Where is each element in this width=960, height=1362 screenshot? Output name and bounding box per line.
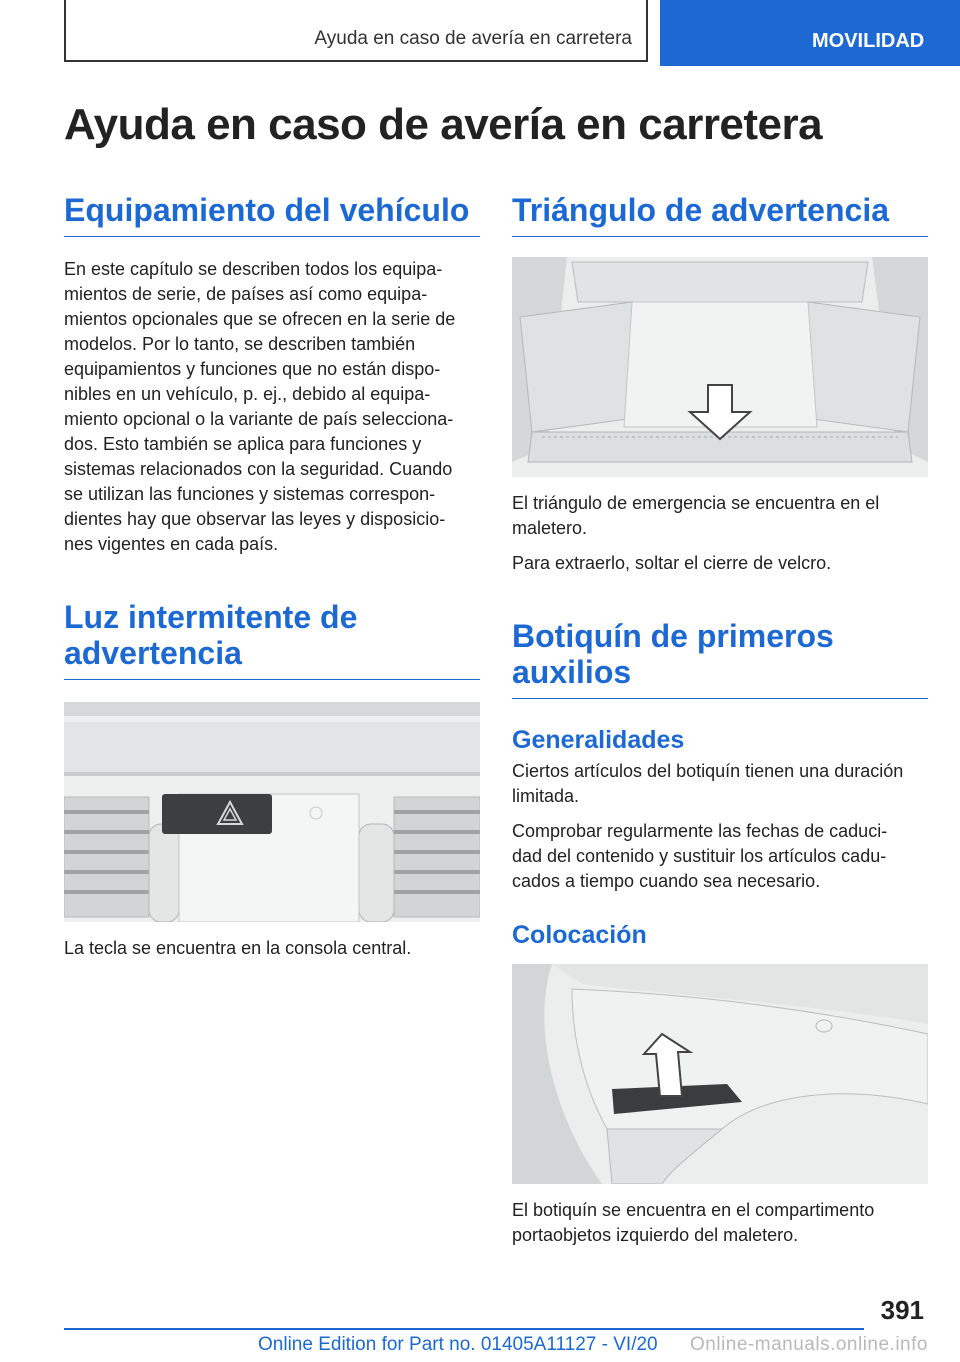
text-line: En este capítulo se describen todos los equipa- — [64, 259, 443, 279]
text-line: miento opcional o la variante de país selecciona- — [64, 409, 454, 429]
page-header — [0, 0, 960, 66]
firstaid-compartment-illustration — [512, 964, 928, 1184]
triangle-paragraph-1 — [512, 491, 928, 541]
text-line: equipamientos y funciones que no están dispo- — [64, 359, 441, 379]
text-line: limitada. — [512, 786, 580, 806]
text-line: mientos opcionales que se ofrecen en la serie de — [64, 309, 456, 329]
right-column — [512, 192, 928, 1248]
heading-line: Luz intermitente de — [64, 599, 358, 635]
footer-edition: Online Edition for Part no. 01405A11127 - VI/20 — [258, 1334, 658, 1355]
text-line: nes vigentes en cada país. — [64, 534, 279, 554]
equipment-paragraph — [64, 257, 480, 557]
trunk-triangle-illustration — [512, 257, 928, 477]
header-section-box — [64, 0, 648, 62]
text-line: Comprobar regularmente las fechas de caduci- — [512, 821, 888, 841]
section-heading-triangle: Triángulo de advertencia — [512, 192, 928, 237]
section-heading-firstaid — [512, 618, 928, 699]
heading-line: advertencia — [64, 635, 242, 671]
header-section-title: Ayuda en caso de avería en carretera — [314, 28, 632, 49]
footer-divider — [64, 1328, 864, 1330]
subheading-colocacion: Colocación — [512, 921, 647, 949]
hazard-caption: La tecla se encuentra en la consola central. — [64, 938, 412, 958]
text-line: cados a tiempo cuando sea necesario. — [512, 871, 821, 891]
triangle-paragraph-2: Para extraerlo, soltar el cierre de velcro. — [512, 553, 832, 573]
page-number: 391 — [880, 1295, 924, 1325]
text-line: portaobjetos izquierdo del maletero. — [512, 1225, 799, 1245]
section-heading-hazard — [64, 599, 480, 680]
left-column — [64, 192, 480, 961]
footer-watermark: Online-manuals.online.info — [690, 1334, 928, 1355]
text-line: Ciertos artículos del botiquín tienen una duración — [512, 761, 904, 781]
header-tab-movilidad[interactable]: MOVILIDAD — [660, 0, 960, 66]
text-line: El triángulo de emergencia se encuentra en el — [512, 493, 880, 513]
text-line: dos. Esto también se aplica para funciones y — [64, 434, 422, 454]
text-line: El botiquín se encuentra en el compartimento — [512, 1200, 875, 1220]
text-line: modelos. Por lo tanto, se describen también — [64, 334, 416, 354]
text-line: nibles en un vehículo, p. ej., debido al equipa- — [64, 384, 431, 404]
placement-paragraph — [512, 1198, 928, 1248]
heading-line: auxilios — [512, 654, 632, 690]
text-line: mientos de serie, de países así como equipa- — [64, 284, 428, 304]
text-line: se utilizan las funciones y sistemas correspon- — [64, 484, 436, 504]
text-line: dientes hay que observar las leyes y disposicio- — [64, 509, 446, 529]
subheading-generalidades: Generalidades — [512, 726, 685, 754]
check-paragraph — [512, 819, 928, 894]
text-line: maletero. — [512, 518, 588, 538]
general-paragraph — [512, 759, 928, 809]
text-line: sistemas relacionados con la seguridad. Cuando — [64, 459, 453, 479]
heading-line: Botiquín de primeros — [512, 618, 834, 654]
page-title: Ayuda en caso de avería en carretera — [64, 100, 823, 149]
section-heading-equipment: Equipamiento del vehículo — [64, 192, 480, 237]
text-line: dad del contenido y sustituir los artículos cadu- — [512, 846, 887, 866]
hazard-button-illustration — [64, 702, 480, 922]
